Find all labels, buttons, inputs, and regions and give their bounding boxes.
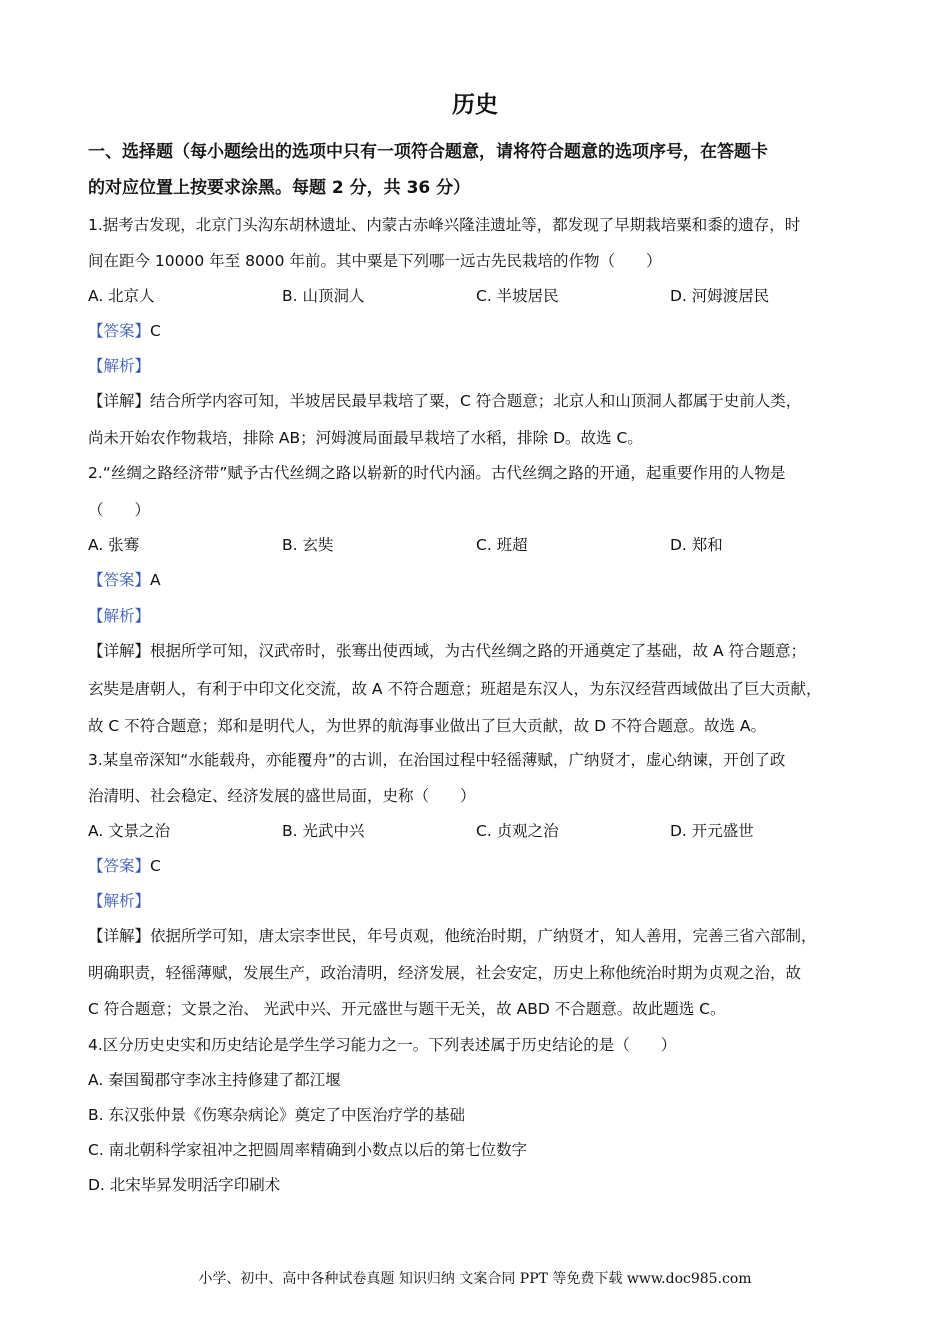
q3-option-d: D. 开元盛世 — [670, 822, 754, 840]
q1-stem-line2: 间在距今 10000 年至 8000 年前。其中粟是下列哪一远古先民栽培的作物（ ） — [88, 252, 662, 270]
q1-detail-line1: 【详解】结合所学内容可知，半坡居民最早栽培了粟，C 符合题意；北京人和山顶洞人都属于史前人类， — [88, 392, 802, 410]
q2-option-a: A. 张骞 — [88, 536, 140, 554]
q3-stem-line2: 治清明、社会稳定、经济发展的盛世局面，史称（ ） — [88, 787, 476, 805]
q3-option-b: B. 光武中兴 — [282, 822, 365, 840]
q3-option-c: C. 贞观之治 — [476, 822, 559, 840]
q1-option-a: A. 北京人 — [88, 287, 155, 305]
q2-analysis-label: 【解析】 — [88, 607, 151, 625]
q3-detail-line3: C 符合题意；文景之治、 光武中兴、开元盛世与题干无关，故 ABD 不合题意。故此题选 C。 — [88, 1000, 726, 1018]
q1-detail-line2: 尚未开始农作物栽培，排除 AB；河姆渡局面最早栽培了水稻，排除 D。故选 C。 — [88, 429, 643, 447]
q3-stem-line1: 3.某皇帝深知“水能载舟，亦能覆舟”的古训，在治国过程中轻徭薄赋，广纳贤才，虚心纳谏，开创了政 — [88, 751, 786, 769]
q4-stem-line1: 4.区分历史史实和历史结论是学生学习能力之一。下列表述属于历史结论的是（ ） — [88, 1036, 677, 1054]
q3-option-a: A. 文景之治 — [88, 822, 171, 840]
q2-stem-line2: （ ） — [88, 501, 151, 519]
detail-label: 【详解】 — [88, 642, 151, 660]
q4-option-b: B. 东汉张仲景《伤寒杂病论》奠定了中医治疗学的基础 — [88, 1106, 465, 1124]
q4-option-c: C. 南北朝科学家祖冲之把圆周率精确到小数点以后的第七位数字 — [88, 1141, 528, 1159]
q2-detail-line3: 故 C 不符合题意；郑和是明代人，为世界的航海事业做出了巨大贡献，故 D 不符合题意。故选 A。 — [88, 717, 766, 735]
detail-label: 【详解】 — [88, 927, 151, 945]
q2-stem-line1: 2.“丝绸之路经济带”赋予古代丝绸之路以崭新的时代内涵。古代丝绸之路的开通，起重要作用的人物是 — [88, 464, 786, 482]
answer-value: C — [150, 322, 161, 340]
q1-option-b: B. 山顶洞人 — [282, 287, 365, 305]
q1-analysis-label: 【解析】 — [88, 357, 151, 375]
answer-label: 【答案】 — [88, 322, 151, 340]
page-title: 历史 — [452, 92, 498, 118]
q2-detail-line2: 玄奘是唐朝人，有利于中印文化交流，故 A 不符合题意；班超是东汉人，为东汉经营西域做出了巨大贡献， — [88, 680, 822, 698]
q3-detail-line2: 明确职责，轻徭薄赋，发展生产，政治清明，经济发展，社会安定，历史上称他统治时期为贞观之治，故 — [88, 964, 802, 982]
page-footer: 小学、初中、高中各种试卷真题 知识归纳 文案合同 PPT 等免费下载 www.doc985.com — [198, 1271, 752, 1287]
q1-option-d: D. 河姆渡居民 — [670, 287, 770, 305]
q2-option-d: D. 郑和 — [670, 536, 723, 554]
q3-analysis-label: 【解析】 — [88, 892, 151, 910]
q3-detail-line1: 【详解】依据所学可知，唐太宗李世民，年号贞观，他统治时期，广纳贤才，知人善用，完善三省六部制， — [88, 927, 817, 945]
q4-option-a: A. 秦国蜀郡守李冰主持修建了都江堰 — [88, 1071, 341, 1089]
q4-option-d: D. 北宋毕昇发明活字印刷术 — [88, 1176, 281, 1194]
q1-answer — [88, 321, 161, 341]
answer-label: 【答案】 — [88, 857, 151, 875]
section-heading-line1: 一、选择题（每小题绘出的选项中只有一项符合题意，请将符合题意的选项序号，在答题卡 — [88, 142, 768, 162]
section-heading-line2: 的对应位置上按要求涂黑。每题 2 分，共 36 分） — [88, 178, 471, 198]
q3-answer — [88, 856, 161, 876]
answer-label: 【答案】 — [88, 571, 151, 589]
answer-value: C — [150, 857, 161, 875]
q2-answer — [88, 570, 161, 590]
detail-label: 【详解】 — [88, 392, 151, 410]
q2-option-b: B. 玄奘 — [282, 536, 334, 554]
answer-value: A — [150, 571, 161, 589]
q1-option-c: C. 半坡居民 — [476, 287, 559, 305]
q1-stem-line1: 1.据考古发现，北京门头沟东胡林遗址、内蒙古赤峰兴隆洼遗址等，都发现了早期栽培粟和黍的遗存，时 — [88, 216, 801, 234]
q2-detail-line1: 【详解】根据所学可知，汉武帝时，张骞出使西域，为古代丝绸之路的开通奠定了基础，故 A 符合题意； — [88, 642, 806, 660]
q2-option-c: C. 班超 — [476, 536, 528, 554]
